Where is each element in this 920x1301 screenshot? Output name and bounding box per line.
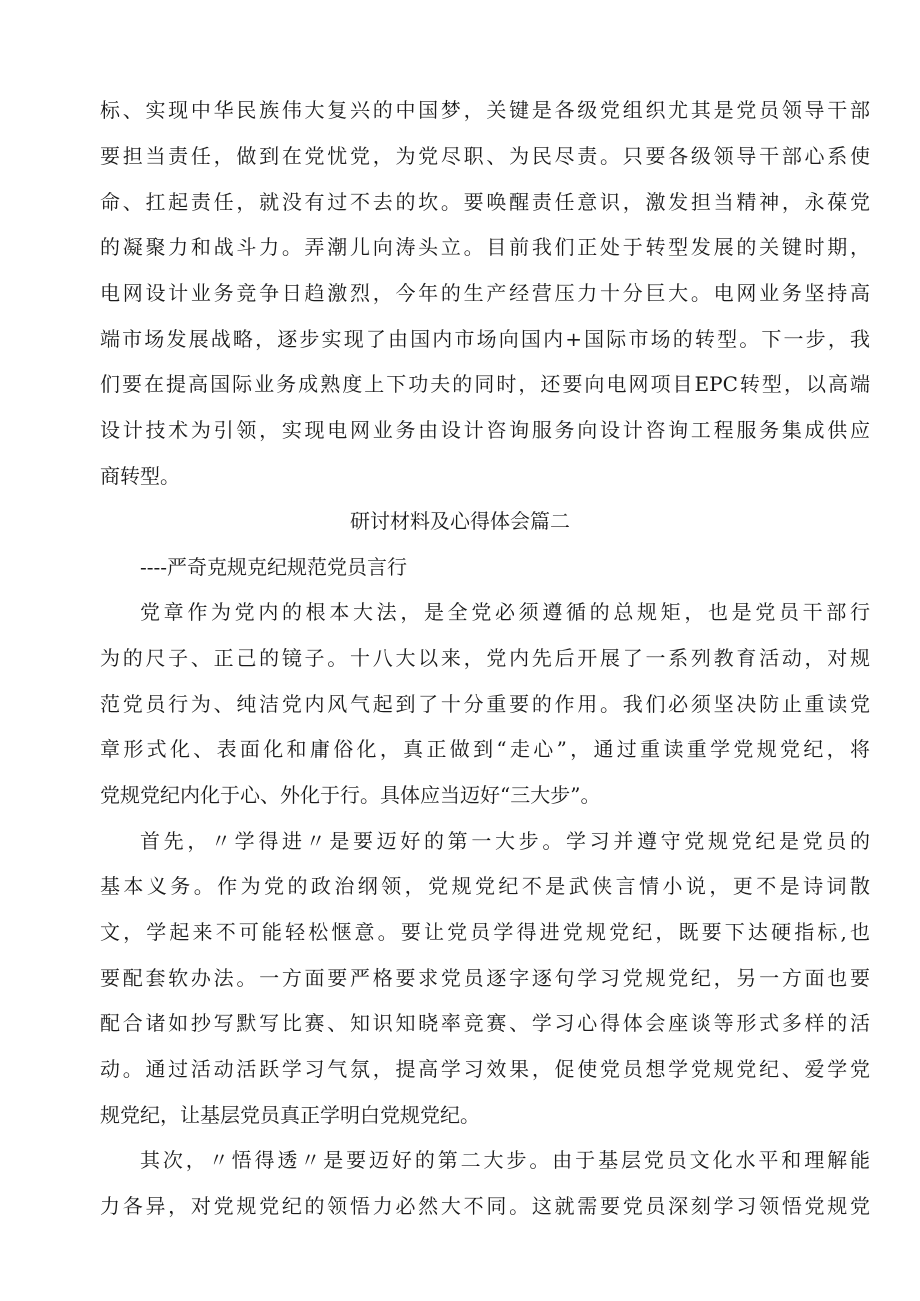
paragraph-line: 党章作为党内的根本大法，是全党必须遵循的总规矩，也是党员干部行 <box>140 600 870 624</box>
paragraph-line: 端市场发展战略，逐步实现了由国内市场向国内+国际市场的转型。下一步，我 <box>100 327 870 351</box>
paragraph-line: 动。通过活动活跃学习气氛，提高学习效果，促使党员想学党规党纪、爱学党 <box>100 1057 870 1081</box>
paragraph-line: 配合诸如抄写默写比赛、知识知晓率竞赛、学习心得体会座谈等形式多样的活 <box>100 1011 870 1035</box>
paragraph-line: 的凝聚力和战斗力。弄潮儿向涛头立。目前我们正处于转型发展的关键时期， <box>100 235 870 259</box>
paragraph-line: 设计技术为引领，实现电网业务由设计咨询服务向设计咨询工程服务集成供应 <box>100 418 870 442</box>
paragraph-line: 范党员行为、纯洁党内风气起到了十分重要的作用。我们必须坚决防止重读党 <box>100 692 870 716</box>
paragraph-line: 命、扛起责任，就没有过不去的坎。要唤醒责任意识，激发担当精神，永葆党 <box>100 190 870 214</box>
paragraph-line: 首先，〃学得进〃是要迈好的第一大步。学习并遵守党规党纪是党员的 <box>140 829 870 853</box>
paragraph-line: 文，学起来不可能轻松惬意。要让党员学得进党规党纪，既要下达硬指标,也 <box>100 920 870 944</box>
paragraph-line: 要担当责任，做到在党忧党，为党尽职、为民尽责。只要各级领导干部心系使 <box>100 144 870 168</box>
paragraph-line: 规党纪，让基层党员真正学明白党规党纪。 <box>100 1103 480 1127</box>
paragraph-line: 章形式化、表面化和庸俗化，真正做到“走心”，通过重读重学党规党纪，将 <box>100 737 870 761</box>
paragraph-line: 基本义务。作为党的政治纲领，党规党纪不是武侠言情小说，更不是诗词散 <box>100 874 870 898</box>
paragraph-line: 商转型。 <box>100 464 180 488</box>
paragraph-line: 们要在提高国际业务成熟度上下功夫的同时，还要向电网项目EPC转型，以高端 <box>100 372 870 396</box>
paragraph-line: 其次，〃悟得透〃是要迈好的第二大步。由于基层党员文化水平和理解能 <box>140 1148 870 1172</box>
paragraph-line: 电网设计业务竞争日趋激烈，今年的生产经营压力十分巨大。电网业务坚持高 <box>100 281 870 305</box>
section-subtitle: ----严奇克规克纪规范党员言行 <box>140 555 408 579</box>
section-title: 研讨材料及心得体会篇二 <box>350 509 570 533</box>
paragraph-line: 力各异，对党规党纪的领悟力必然大不同。这就需要党员深刻学习领悟党规党 <box>100 1194 870 1218</box>
paragraph-line: 党规党纪内化于心、外化于行。具体应当迈好“三大步”。 <box>100 783 601 807</box>
paragraph-line: 标、实现中华民族伟大复兴的中国梦，关键是各级党组织尤其是党员领导干部 <box>100 98 870 122</box>
paragraph-line: 要配套软办法。一方面要严格要求党员逐字逐句学习党规党纪，另一方面也要 <box>100 966 870 990</box>
paragraph-line: 为的尺子、正己的镜子。十八大以来，党内先后开展了一系列教育活动，对规 <box>100 646 870 670</box>
